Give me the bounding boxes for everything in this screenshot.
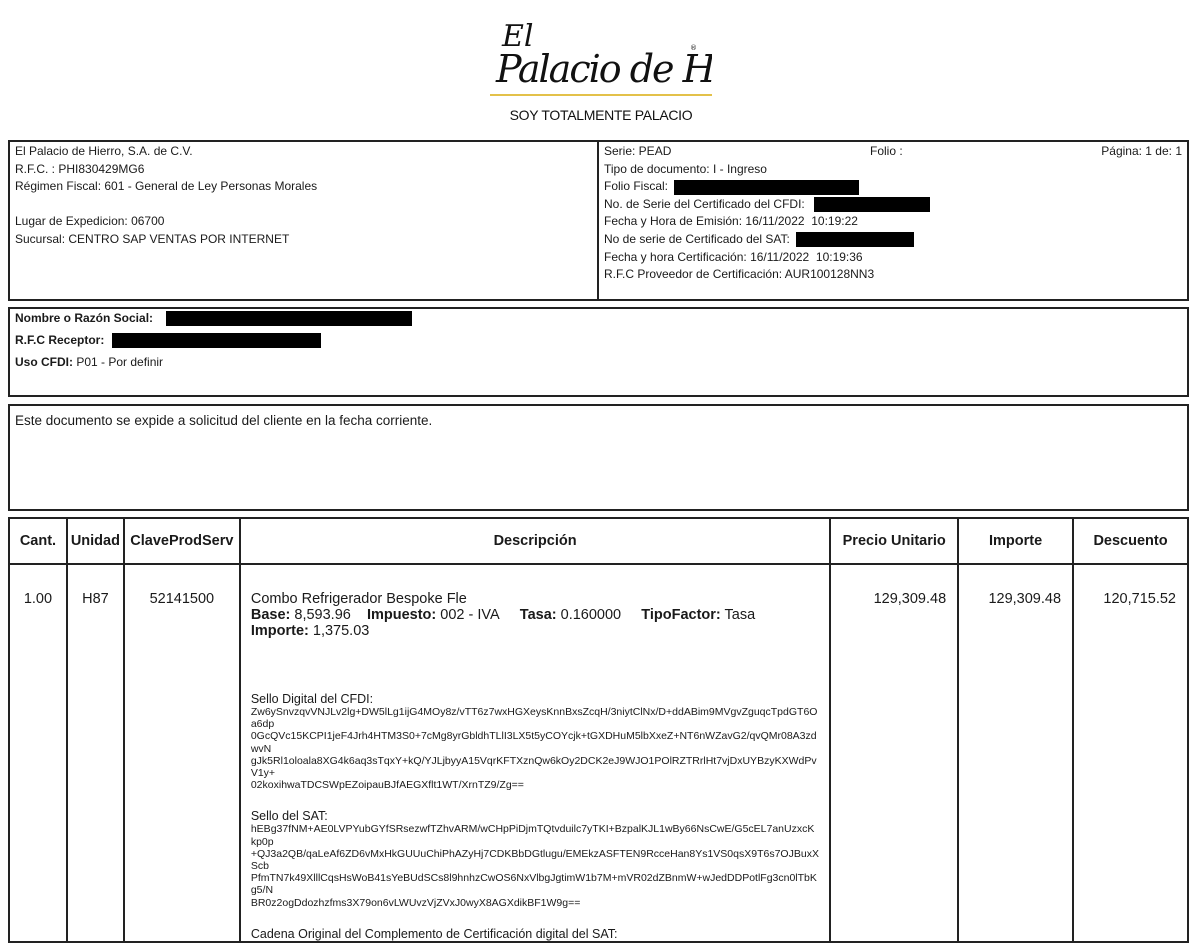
cell-precio-unitario: 129,309.48 [830, 564, 958, 942]
serie-cfdi-redacted [814, 197, 930, 212]
svg-text:®: ® [690, 44, 697, 52]
sello-cfdi-value: Zw6ySnvzqvVNJLv2lg+DW5lLg1ijG4MOy8z/vTT6z7wxHGXeysKnnBxsZcqH/3niytClNx/D+ddABim9MVgvZguqcTpdGT6Oa6dp 0GcQVc15KCPI1jeF4Jrh4HTM3S0+7cMg8yrGbldhTLlI3LX5t5yCOYcjk+tGXDHuM5lbXxeZ+NT6nWZavG2/qvQMr08A3zdwvN gJk5Rl1oloala8XG4k6aq3sTqxY+kQ/YJLjbyyA15VqrKFTXznQw6kOy2DCK2eJ9WJO1POlRZTRrlHt7vjDxUYBzyKXWdPvV1y+ 02koxihwaTDCSWpEZoipauBJfAEGXflt1WT/XrnTZ9/Zg== [250, 706, 818, 792]
tipo-documento: Tipo de documento: I - Ingreso [604, 161, 767, 176]
serie-sat-redacted [796, 232, 914, 247]
impuesto-detail: Base: 8,593.96 Impuesto: 002 - IVA Tasa: 0.160000 TipoFactor: Tasa Importe: 1,375.03 [250, 607, 756, 639]
serie-sat-label: No de serie de Certificado del SAT: [604, 231, 790, 246]
emisor-rfc: R.F.C. : PHI830429MG6 [15, 161, 145, 176]
sello-sat-label: Sello del SAT: [250, 809, 328, 824]
rfc-receptor-label: R.F.C Receptor: [15, 333, 105, 347]
fecha-emision: Fecha y Hora de Emisión: 16/11/2022 10:19:22 [604, 214, 858, 229]
svg-text:Palacio de Hierro: Palacio de H [496, 47, 712, 91]
sello-cfdi-label: Sello Digital del CFDI: [250, 692, 374, 706]
col-cant: Cant. [9, 518, 67, 564]
sello-sat-value: hEBg37fNM+AE0LVPYubGYfSRsezwfTZhvARM/wCHpPiDjmTQtvduilc7yTKI+BzpalKJL1wBy66NsCwE/G5cEL7anUzxcKkp0p +QJ3a2QB/qaLeAf6ZD6vMxHkGUUuChiPhAZyHj7CDKBbDGtlugu/EMEkzASFTEN9RcceHan8Ys1VS0qsX9T6s7OJBuxXScb PfmTN7k49XlllCqsHsWoB41sYeBUdSCs8l9hnhzCwOS6NxVlbgJgtimW1b7M+mVR02dZBnmW+wJedDDPotlFg3cn0lTbKg5/N BR0z2ogDdozhzfms3X79on6vLWUvzVjZVxJ0wyX8AGXdikBF1W9g== [250, 823, 819, 909]
descripcion-text: Combo Refrigerador Bespoke Fle [250, 591, 467, 607]
folio-fiscal-label: Folio Fiscal: [604, 179, 669, 194]
nombre-redacted [166, 311, 412, 326]
rfc-receptor-redacted [112, 333, 321, 348]
cell-descuento: 120,715.52 [1073, 564, 1188, 942]
receptor-info [15, 310, 1175, 376]
items-table [8, 517, 1189, 943]
logo-tagline: SOY TOTALMENTE PALACIO [509, 107, 693, 123]
pagina: Página: 1 de: 1 [1101, 144, 1182, 158]
emisor-sucursal: Sucursal: CENTRO SAP VENTAS POR INTERNET [15, 231, 290, 246]
uso-cfdi-label: Uso CFDI: [15, 355, 73, 369]
col-importe: Importe [958, 518, 1073, 564]
doc-info [604, 143, 1182, 284]
col-unidad: Unidad [67, 518, 124, 564]
nombre-label: Nombre o Razón Social: [15, 311, 154, 325]
cell-clave: 52141500 [124, 564, 240, 942]
cell-unidad: H87 [67, 564, 124, 942]
cadena-original-label: Cadena Original del Complemento de Certificación digital del SAT: [250, 926, 618, 941]
table-row [9, 564, 1188, 942]
fecha-certificacion: Fecha y hora Certificación: 16/11/2022 10:19:36 [604, 249, 863, 264]
serie-cfdi-label: No. de Serie del Certificado del CFDI: [604, 196, 805, 211]
cell-importe: 129,309.48 [958, 564, 1073, 942]
logo-rule [490, 94, 712, 96]
emisor-regimen: Régimen Fiscal: 601 - General de Ley Personas Morales [15, 179, 318, 194]
cell-descripcion [240, 564, 830, 942]
nota-text: Este documento se expide a solicitud del cliente en la fecha corriente. [15, 413, 433, 428]
svg-text:El: El [502, 19, 534, 54]
emisor-info [15, 143, 590, 249]
folio: Folio : [870, 144, 903, 158]
serie: Serie: PEAD [604, 144, 672, 158]
col-descripcion: Descripción [240, 518, 830, 564]
table-header-row [9, 518, 1188, 564]
col-precio-unitario: Precio Unitario [830, 518, 958, 564]
emisor-lugar: Lugar de Expedicion: 06700 [15, 214, 165, 229]
folio-fiscal-redacted [674, 180, 859, 195]
palacio-de-hierro-logo-icon [490, 10, 712, 100]
emisor-name: El Palacio de Hierro, S.A. de C.V. [15, 144, 193, 158]
col-claveprodserv: ClaveProdServ [124, 518, 240, 564]
logo [490, 10, 712, 125]
uso-cfdi-value: P01 - Por definir [76, 355, 164, 369]
cell-cant: 1.00 [9, 564, 67, 942]
rfc-proveedor: R.F.C Proveedor de Certificación: AUR100128NN3 [604, 267, 875, 282]
col-descuento: Descuento [1073, 518, 1188, 564]
